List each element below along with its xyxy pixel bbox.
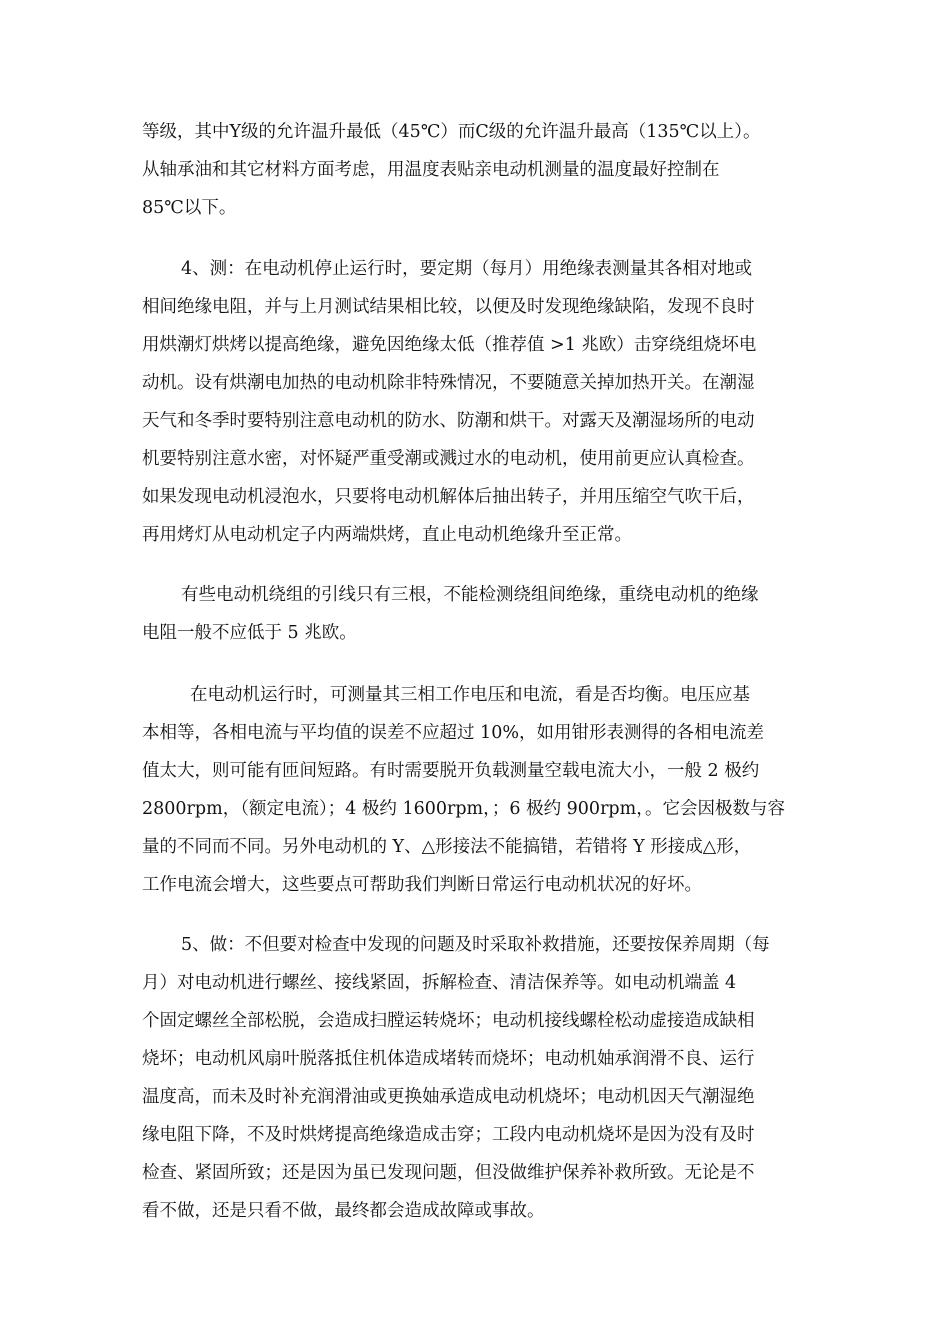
text-line: 动机。设有烘潮电加热的电动机除非特殊情况，不要随意关掉加热开关。在潮湿 xyxy=(142,373,755,393)
text-line: 烧坏；电动机风扇叶脱落抵住机体造成堵转而烧坏；电动机妯承润滑不良、运行 xyxy=(142,1049,755,1069)
text-line: 天气和冬季时要特别注意电动机的防水、防潮和烘干。对露天及潮湿场所的电动 xyxy=(142,411,755,431)
text-line: 量的不同而不同。另外电动机的 Y、△形接法不能搞错，若错将 Y 形接成△形， xyxy=(142,837,752,857)
text-line: 用烘潮灯烘烤以提高绝缘，避免因绝缘太低（推荐值 >1 兆欧）击穿绕组烧坏电 xyxy=(142,335,757,355)
text-line: 2800rpm，（额定电流）；4 极约 1600rpm，；6 极约 900rpm，。它会因极数与容 xyxy=(142,799,785,819)
text-line: 检查、紧固所致；还是因为虽已发现问题，但没做维护保养补救所致。无论是不 xyxy=(142,1163,755,1183)
text-line: 看不做，还是只看不做，最终都会造成故障或事故。 xyxy=(142,1201,545,1221)
text-line: 等级，其中Y级的允许温升最低（45℃）而C级的允许温升最高（135℃以上）。 xyxy=(142,122,761,142)
text-line: 在电动机运行时，可测量其三相工作电压和电流，看是否均衡。电压应基 xyxy=(190,685,750,705)
text-line: 机要特别注意水密，对怀疑严重受潮或溅过水的电动机，使用前更应认真检查。 xyxy=(142,449,755,469)
text-line: 85℃以下。 xyxy=(142,198,237,218)
text-line: 如果发现电动机浸泡水，只要将电动机解体后抽出转子，并用压缩空气吹干后， xyxy=(142,487,755,507)
text-line: 电阻一般不应低于 5 兆欧。 xyxy=(142,623,357,643)
text-line: 相间绝缘电阻，并与上月测试结果相比较，以便及时发现绝缘缺陷，发现不良时 xyxy=(142,297,755,317)
text-line: 工作电流会增大，这些要点可帮助我们判断日常运行电动机状况的好坏。 xyxy=(142,875,702,895)
text-line: 值太大，则可能有匝间短路。有时需要脱开负载测量空载电流大小，一般 2 极约 xyxy=(142,761,760,781)
text-line: 再用烤灯从电动机定子内两端烘烤，直止电动机绝缘升至正常。 xyxy=(142,525,632,545)
text-line: 5、做：不但要对检查中发现的问题及时采取补救措施，还要按保养周期（每 xyxy=(181,935,770,955)
text-line: 有些电动机绕组的引线只有三根，不能检测绕组间绝缘，重绕电动机的绝缘 xyxy=(181,585,759,605)
text-line: 个固定螺丝全部松脱，会造成扫膛运转烧坏；电动机接线螺栓松动虚接造成缺相 xyxy=(142,1011,755,1031)
text-line: 月）对电动机进行螺丝、接线紧固，拆解检查、清洁保养等。如电动机端盖 4 xyxy=(142,973,737,993)
text-line: 4、测：在电动机停止运行时，要定期（每月）用绝缘表测量其各相对地或 xyxy=(181,259,753,279)
text-line: 本相等，各相电流与平均值的误差不应超过 10%，如用钳形表测得的各相电流差 xyxy=(142,723,764,743)
text-line: 缘电阻下降，不及时烘烤提高绝缘造成击穿；工段内电动机烧坏是因为没有及时 xyxy=(142,1125,755,1145)
text-line: 温度高，而未及时补充润滑油或更换妯承造成电动机烧坏；电动机因天气潮湿绝 xyxy=(142,1087,755,1107)
text-line: 从轴承油和其它材料方面考虑，用温度表贴亲电动机测量的温度最好控制在 xyxy=(142,160,720,180)
